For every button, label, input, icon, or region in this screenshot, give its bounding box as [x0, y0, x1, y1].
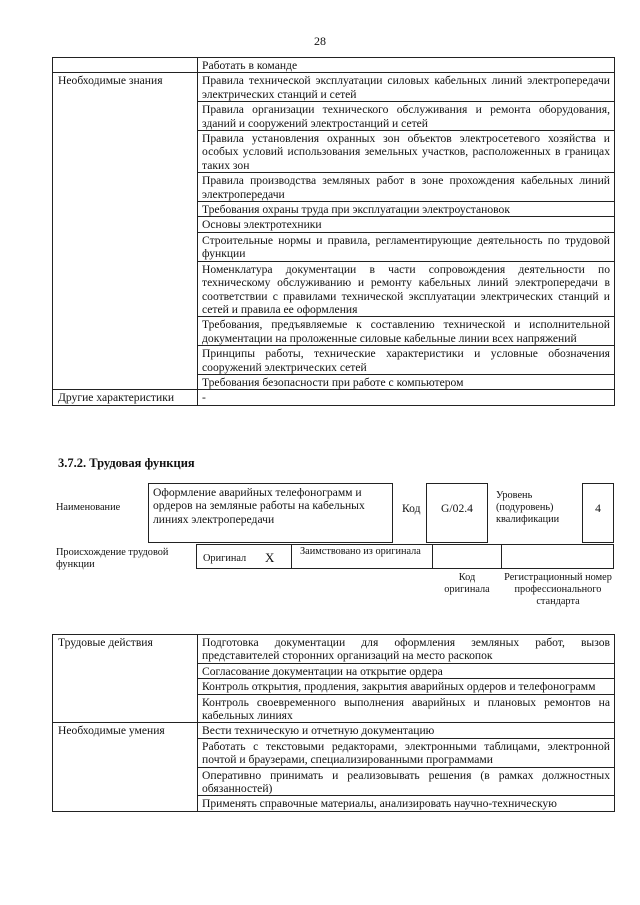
other-label: Другие характеристики — [53, 390, 198, 405]
table-cell: Вести техническую и отчетную документацию — [198, 723, 615, 738]
table-cell: Применять справочные материалы, анализировать научно-техническую — [198, 796, 615, 811]
table-cell: Оперативно принимать и реализовывать решения (в рамках должностных обязанностей) — [198, 767, 615, 796]
table-cell: Требования охраны труда при эксплуатации электроустановок — [198, 202, 615, 217]
registration-number-box — [501, 544, 614, 569]
table-cell: Требования, предъявляемые к составлению технической и исполнительной документации на проложенные силовые кабельные линии всех напряжений — [198, 317, 615, 346]
code-label: Код — [402, 502, 421, 515]
table-cell: Контроль своевременного выполнения аварийных и плановых ремонтов на кабельных линиях — [198, 694, 615, 723]
level-value: 4 — [595, 502, 601, 515]
actions-skills-table — [52, 634, 615, 812]
table-row — [53, 73, 615, 102]
table-cell: Требования безопасности при работе с компьютером — [198, 374, 615, 389]
section-title: 3.7.2. Трудовая функция — [58, 456, 195, 470]
original-label: Оригинал — [203, 553, 247, 564]
actions-label: Трудовые действия — [53, 635, 198, 723]
knowledge-table — [52, 57, 615, 406]
original-mark: X — [265, 550, 275, 565]
original-code-box — [432, 544, 502, 569]
table-row — [53, 635, 615, 664]
name-label: Наименование — [56, 502, 121, 513]
function-name: Оформление аварийных телефонограмм и ордеров на земляные работы на кабельных линиях электропередачи — [153, 486, 365, 526]
skills-label: Необходимые умения — [53, 723, 198, 811]
origin-label: Происхождение трудовой функции — [56, 547, 169, 570]
original-box — [196, 544, 292, 569]
table-cell: Правила установления охранных зон объектов электросетевого хозяйства и особых условий использования земельных участков, расположенных в границах таких зон — [198, 131, 615, 173]
code-value: G/02.4 — [441, 502, 473, 515]
knowledge-label: Необходимые знания — [53, 73, 198, 390]
empty-cell — [53, 58, 198, 73]
borrowed-box — [291, 544, 433, 569]
table-cell: Подготовка документации для оформления земляных работ, вызов представителей сторонних организаций на место раскопок — [198, 635, 615, 664]
table-cell: Строительные нормы и правила, регламентирующие деятельность по трудовой функции — [198, 232, 615, 261]
table-cell: Правила производства земляных работ в зоне прохождения кабельных линий электропередачи — [198, 173, 615, 202]
table-cell: Правила организации технического обслуживания и ремонта оборудования, зданий и сооружений электростанций и сетей — [198, 102, 615, 131]
table-cell: Принципы работы, технические характеристики и условные обозначения сооружений электрических сетей — [198, 346, 615, 375]
table-cell: Основы электротехники — [198, 217, 615, 232]
borrowed-label: Заимствовано из оригинала — [300, 546, 421, 557]
table-row — [53, 723, 615, 738]
table-cell: Работать в команде — [198, 58, 615, 73]
table-cell: Правила технической эксплуатации силовых кабельных линий электропередачи электрических станций и сетей — [198, 73, 615, 102]
table-row — [53, 58, 615, 73]
reg-caption: Регистрационный номер профессионального стандарта — [504, 572, 612, 607]
table-cell: - — [198, 390, 615, 405]
code-box — [426, 483, 488, 543]
table-cell: Согласование документации на открытие ордера — [198, 663, 615, 678]
table-cell: Контроль открытия, продления, закрытия аварийных ордеров и телефонограмм — [198, 679, 615, 694]
page-number: 28 — [314, 34, 326, 48]
table-cell: Работать с текстовыми редакторами, электронными таблицами, электронной почтой и браузерами, специализированными программами — [198, 738, 615, 767]
level-box — [582, 483, 614, 543]
code-caption: Код оригинала — [444, 572, 490, 595]
table-cell: Номенклатура документации в части сопровождения деятельности по техническому обслуживанию и ремонту кабельных линий электропередачи в соответствии с правилами технической эксплуатации электрических станций и сетей и правила ее оформления — [198, 261, 615, 317]
level-label: Уровень (подуровень) квалификации — [496, 490, 560, 525]
function-name-box — [148, 483, 393, 543]
table-row — [53, 390, 615, 405]
